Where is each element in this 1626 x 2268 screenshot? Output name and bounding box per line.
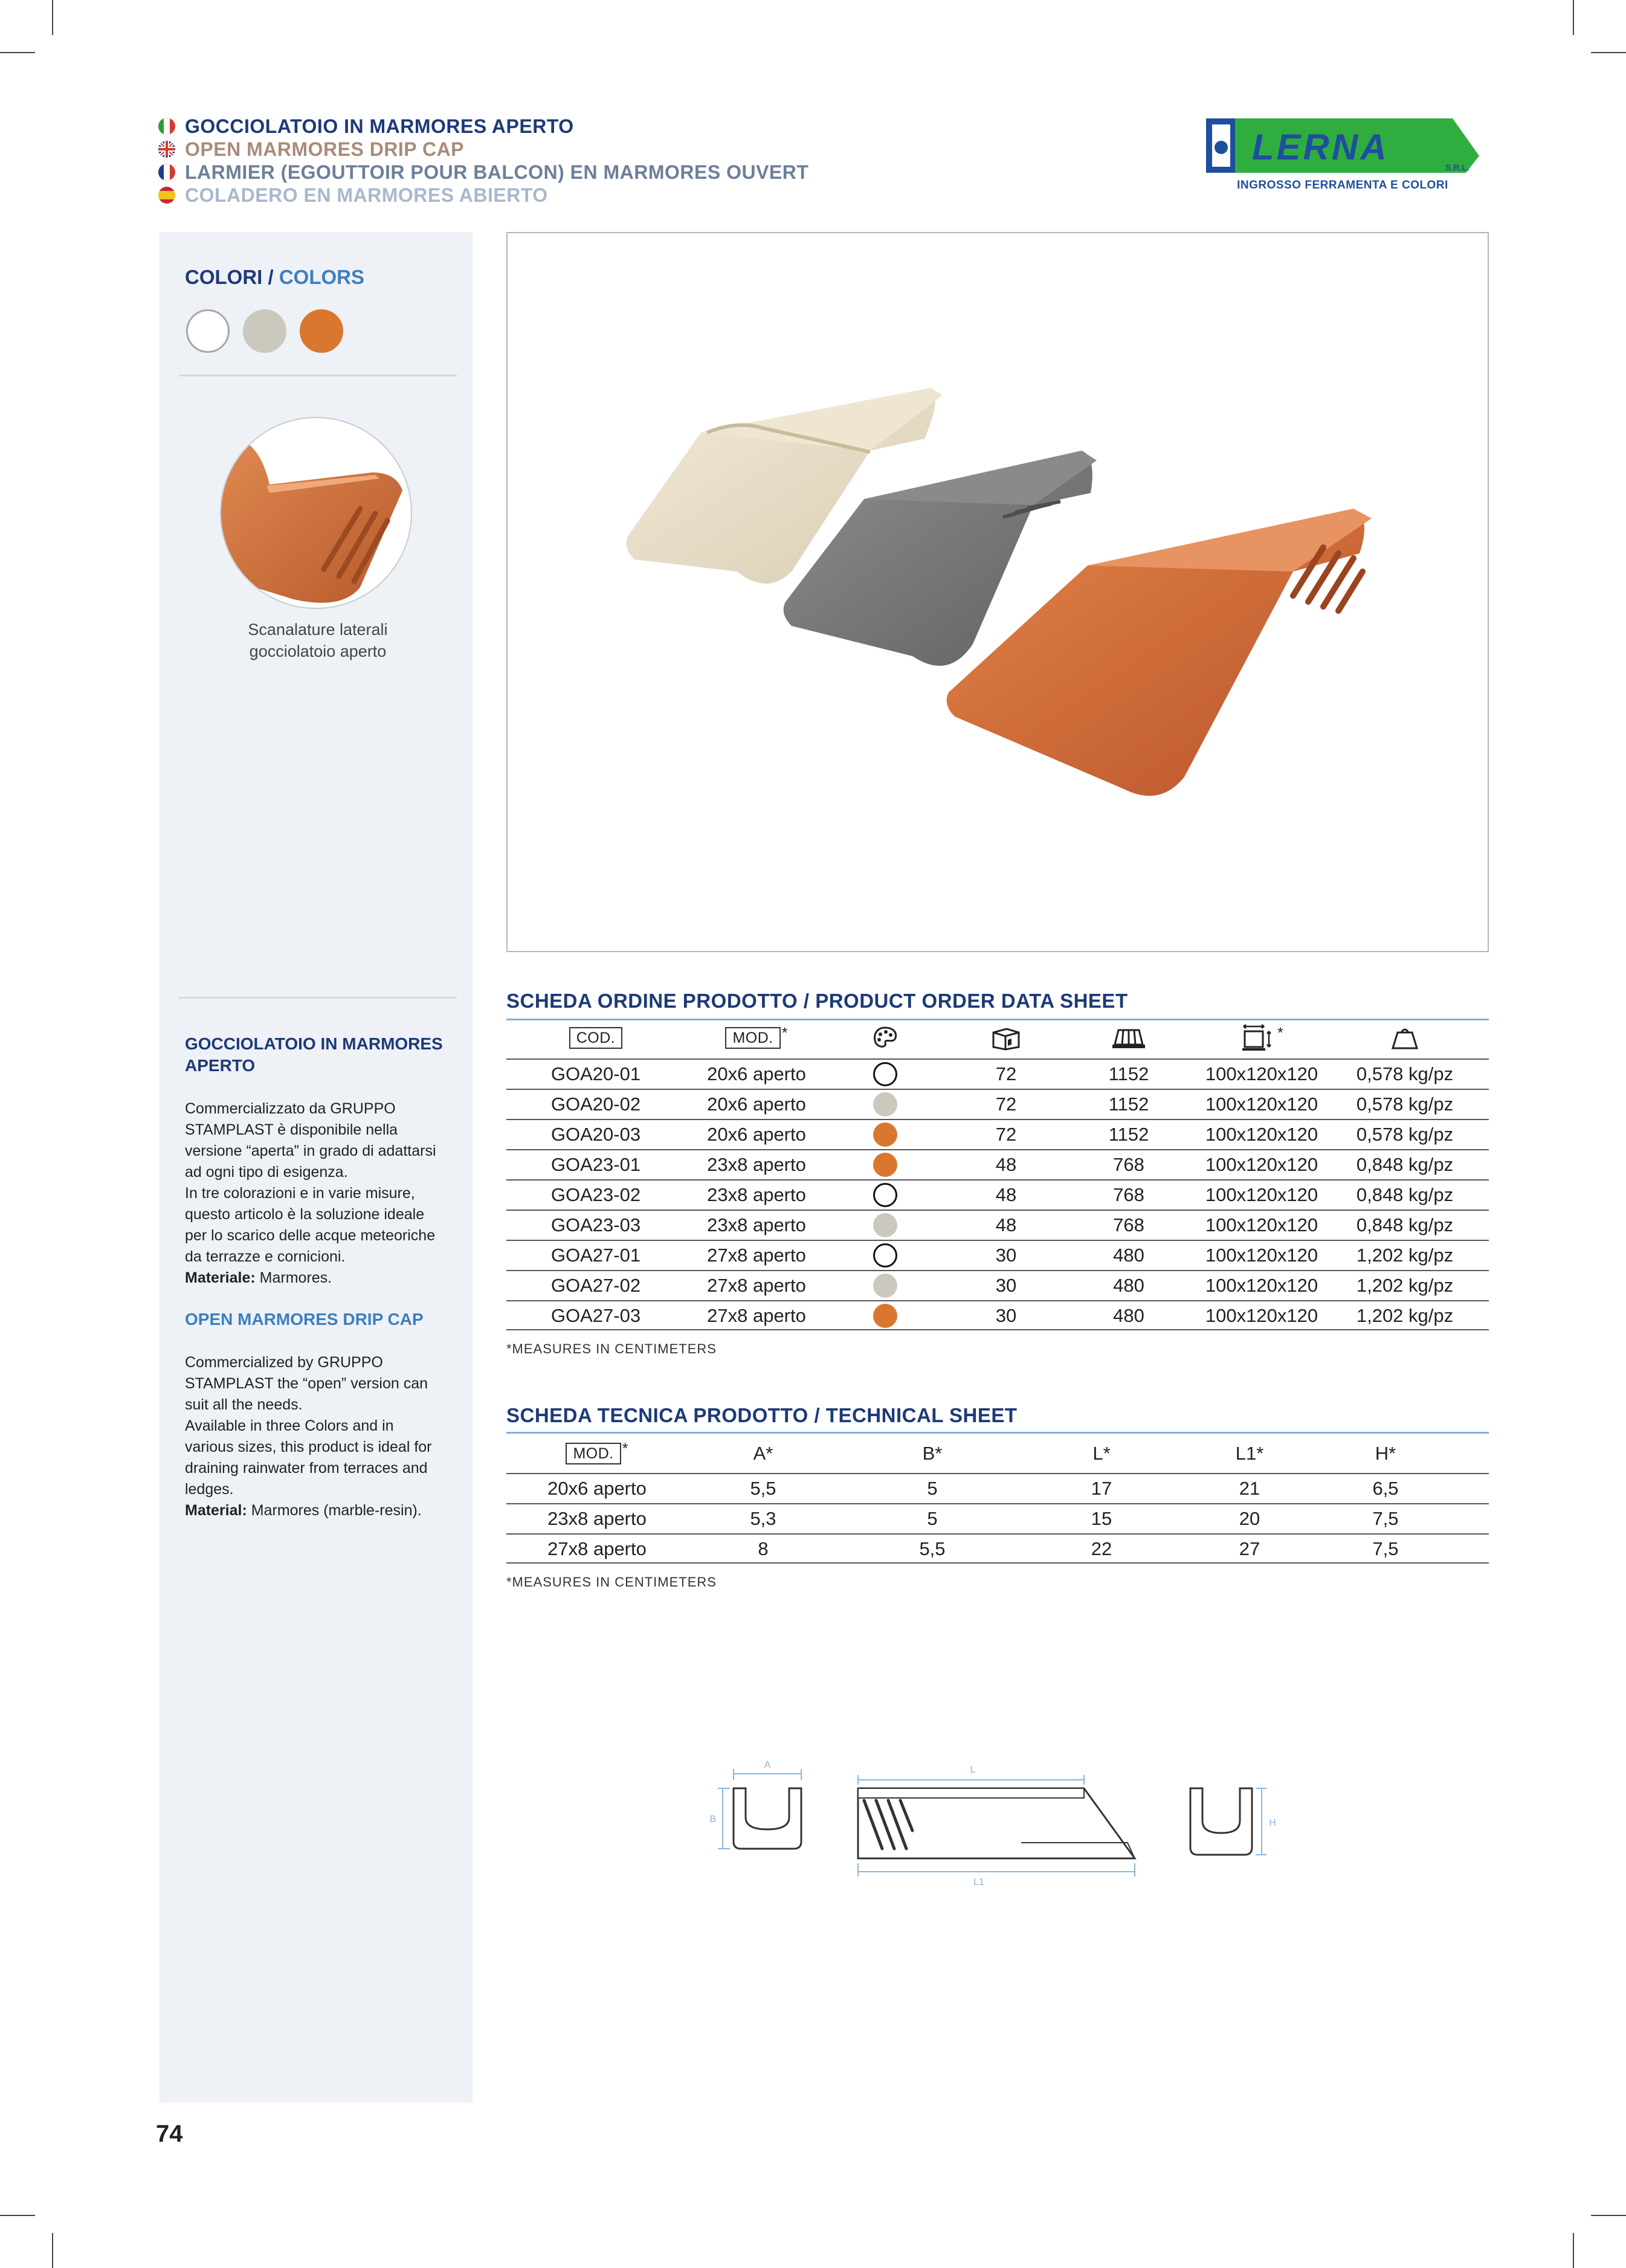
cell-mod: 20x6 aperto [547,1478,647,1499]
cell-pcs-pallet: 1152 [1108,1063,1149,1084]
cell-mod: 23x8 aperto [707,1154,806,1175]
table-row [506,1210,1489,1240]
order-sheet-note: *MEASURES IN CENTIMETERS [506,1341,717,1356]
italy-flag-icon [158,118,175,135]
order-sheet-rule [506,1019,1489,1020]
cell-pcs-pallet: 480 [1113,1305,1144,1326]
spain-flag-icon [158,187,175,204]
cell-l1: 27 [1239,1538,1260,1559]
description-line: STAMPLAST the “open” version can [185,1375,428,1392]
cell-l1: 21 [1239,1478,1260,1499]
material-value: Marmores (marble-resin). [247,1502,422,1519]
order-sheet-title: SCHEDA ORDINE PRODOTTO / PRODUCT ORDER DATA SHEET [506,990,1128,1012]
cell-mod: 20x6 aperto [707,1094,806,1115]
sidebar-divider [179,375,457,376]
cell-h: 6,5 [1372,1478,1399,1499]
detail-caption-line: Scanalature laterali [248,620,388,639]
crop-mark [1573,0,1574,35]
palette-icon [872,1026,898,1050]
title-french [158,161,808,184]
dim-label-h: H [1269,1818,1276,1828]
color-dot-grey [873,1092,897,1116]
title-italian [158,115,808,138]
cell-l1: 20 [1239,1508,1260,1529]
title-text: OPEN MARMORES DRIP CAP [185,138,465,160]
cell-pcs-pallet: 768 [1113,1214,1144,1235]
color-swatches [186,309,343,353]
table-row [506,1149,1489,1179]
cell-mod: 20x6 aperto [707,1124,806,1145]
box-pieces-icon [990,1025,1022,1051]
crop-mark [52,2233,53,2268]
tech-header-b: B* [922,1443,943,1464]
header-star: * [1277,1025,1283,1042]
cell-pcs-box: 30 [995,1305,1017,1326]
cell-pcs-box: 72 [995,1124,1017,1145]
description-it-title: GOCCIOLATOIO IN MARMORES APERTO [185,1034,443,1075]
description-line: various sizes, this product is ideal for [185,1438,432,1455]
cell-weight: 0,578 kg/pz [1356,1063,1454,1084]
cell-pcs-box: 48 [995,1154,1017,1175]
cell-cod: GOA27-02 [550,1275,641,1296]
cell-l: 15 [1091,1508,1112,1529]
crop-mark [1573,2233,1574,2268]
description-line: ledges. [185,1481,234,1498]
detail-caption-line: gocciolatoio aperto [249,642,387,660]
cell-color [828,1241,943,1270]
front-view-h [1190,1788,1276,1855]
cell-weight: 0,578 kg/pz [1356,1094,1454,1115]
table-row [506,1089,1489,1119]
cell-h: 7,5 [1372,1538,1399,1559]
cell-color [828,1150,943,1179]
title-text: COLADERO EN MARMORES ABIERTO [185,184,548,206]
cell-mod: 23x8 aperto [707,1184,806,1205]
cell-pcs-pallet: 768 [1113,1184,1144,1205]
swatch-orange [300,309,343,353]
logo-wordmark: LERNA [1252,127,1389,167]
cell-cod: GOA20-03 [550,1124,641,1145]
pallet-icon [1111,1026,1146,1049]
cell-b: 5,5 [919,1538,946,1559]
header-pieces-box [943,1023,1069,1052]
header-pieces-pallet [1069,1023,1188,1052]
table-row [506,1058,1489,1089]
cell-pcs-box: 30 [995,1275,1017,1296]
cell-weight: 1,202 kg/pz [1356,1275,1454,1296]
description-line: In tre colorazioni e in varie misure, [185,1185,415,1202]
cell-color [828,1120,943,1149]
title-text: GOCCIOLATOIO IN MARMORES APERTO [185,115,574,137]
dim-label-a: A [764,1760,771,1770]
header-star: * [622,1440,628,1457]
product-photo-frame [506,232,1489,952]
cell-color [828,1090,943,1119]
description-line: da terrazze e cornicioni. [185,1248,346,1265]
table-row [506,1300,1489,1330]
cell-cod: GOA23-02 [550,1184,641,1205]
cell-pallet-dim: 100x120x120 [1205,1124,1318,1145]
cell-a: 5,3 [750,1508,776,1529]
crop-mark [1591,52,1626,53]
cell-pcs-pallet: 1152 [1108,1124,1149,1145]
page-number: 74 [156,2121,183,2147]
tech-header-mod [506,1439,688,1468]
cell-pcs-box: 72 [995,1063,1017,1084]
color-dot-white [873,1062,897,1086]
swatch-white [186,309,230,353]
color-dot-white [873,1243,897,1268]
description-line: versione “aperta” in grado di adattarsi [185,1142,436,1159]
colors-title-slash: / [262,266,279,288]
table-row [506,1179,1489,1210]
table-row [506,1240,1489,1270]
color-dot-orange [873,1304,897,1328]
order-table-header [506,1023,1489,1052]
cell-pallet-dim: 100x120x120 [1205,1184,1318,1205]
tech-sheet-title: SCHEDA TECNICA PRODOTTO / TECHNICAL SHEET [506,1404,1018,1426]
cell-l: 17 [1091,1478,1112,1499]
uk-flag-icon [158,141,175,158]
description-line: suit all the needs. [185,1396,303,1413]
table-row [506,1119,1489,1149]
cell-weight: 0,578 kg/pz [1356,1124,1454,1145]
cell-pcs-box: 48 [995,1214,1017,1235]
description-line: ad ogni tipo di esigenza. [185,1164,348,1181]
cell-mod: 23x8 aperto [707,1214,806,1235]
cell-pcs-box: 30 [995,1245,1017,1266]
cell-a: 8 [758,1538,769,1559]
cell-color [828,1060,943,1089]
description-material [185,1268,457,1289]
description-line: Available in three Colors and in [185,1417,394,1434]
cell-l: 22 [1091,1538,1112,1559]
cell-pcs-pallet: 1152 [1108,1094,1149,1115]
description-en-title: OPEN MARMORES DRIP CAP [185,1310,424,1329]
cell-color [828,1271,943,1300]
tech-header-l1: L1* [1235,1443,1264,1464]
cell-mod: 20x6 aperto [707,1063,806,1084]
cell-mod: 27x8 aperto [707,1245,806,1266]
tech-table-header [506,1439,1489,1468]
swatch-grey [243,309,286,353]
cell-pallet-dim: 100x120x120 [1205,1214,1318,1235]
header-mod [685,1023,828,1052]
title-english [158,138,808,161]
cell-pallet-dim: 100x120x120 [1205,1275,1318,1296]
table-row [506,1503,1489,1533]
cell-weight: 0,848 kg/pz [1356,1154,1454,1175]
dim-label-l: L [970,1765,976,1775]
cell-mod: 27x8 aperto [707,1305,806,1326]
cell-color [828,1181,943,1210]
crop-mark [0,2215,35,2216]
product-photo [508,233,1488,951]
tech-sheet-note: *MEASURES IN CENTIMETERS [506,1574,717,1590]
description-line: STAMPLAST è disponibile nella [185,1121,398,1138]
tech-header-l: L* [1092,1443,1111,1464]
color-dot-orange [873,1123,897,1147]
detail-caption [179,619,457,662]
france-flag-icon [158,164,175,181]
sidebar-divider [179,997,457,999]
weight-icon [1389,1025,1421,1051]
cell-pallet-dim: 100x120x120 [1205,1305,1318,1326]
color-dot-grey [873,1213,897,1237]
pallet-dimensions-icon [1240,1024,1276,1052]
crop-mark [52,0,53,35]
cell-pallet-dim: 100x120x120 [1205,1063,1318,1084]
cell-color [828,1211,943,1240]
header-mod-label: MOD. [725,1027,780,1049]
material-value: Marmores. [255,1269,332,1286]
material-label: Material: [185,1502,247,1519]
cell-pcs-box: 72 [995,1094,1017,1115]
colors-title-en: COLORS [279,266,365,288]
tech-sheet-rule [506,1432,1489,1434]
cell-pallet-dim: 100x120x120 [1205,1154,1318,1175]
description-en [185,1352,457,1521]
header-pallet-dimensions [1188,1023,1335,1052]
description-line: questo articolo è la soluzione ideale [185,1206,425,1223]
cell-cod: GOA20-02 [550,1094,641,1115]
description-line: draining rainwater from terraces and [185,1460,428,1477]
table-row [506,1473,1489,1503]
cell-cod: GOA23-03 [550,1214,641,1235]
cell-pcs-box: 48 [995,1184,1017,1205]
cell-b: 5 [927,1478,938,1499]
cell-pcs-pallet: 480 [1113,1245,1144,1266]
cell-cod: GOA23-01 [550,1154,641,1175]
cell-pcs-pallet: 768 [1113,1154,1144,1175]
table-row [506,1533,1489,1564]
cell-weight: 1,202 kg/pz [1356,1305,1454,1326]
cell-cod: GOA27-03 [550,1305,641,1326]
detail-image [220,417,412,609]
color-dot-grey [873,1274,897,1298]
colors-title-it: COLORI [185,266,263,288]
description-line: Commercialized by GRUPPO [185,1354,383,1371]
crop-mark [0,52,35,53]
cell-pallet-dim: 100x120x120 [1205,1245,1318,1266]
title-text: LARMIER (EGOUTTOIR POUR BALCON) EN MARMORES OUVERT [185,161,809,183]
description-line: Commercializzato da GRUPPO [185,1100,396,1117]
cell-mod: 27x8 aperto [547,1538,647,1559]
cell-b: 5 [927,1508,938,1529]
title-spanish [158,184,808,207]
cell-pcs-pallet: 480 [1113,1275,1144,1296]
tech-header-a: A* [753,1443,773,1464]
color-dot-orange [873,1153,897,1177]
cell-weight: 1,202 kg/pz [1356,1245,1454,1266]
tech-header-h: H* [1375,1443,1396,1464]
logo-tagline: INGROSSO FERRAMENTA E COLORI [1237,179,1448,192]
front-view-a-b [710,1760,801,1849]
header-cod [506,1023,685,1052]
color-dot-white [873,1183,897,1207]
cell-a: 5,5 [750,1478,776,1499]
cell-pallet-dim: 100x120x120 [1205,1094,1318,1115]
crop-mark [1591,2215,1626,2216]
side-view-l-l1 [858,1765,1135,1887]
material-label: Materiale: [185,1269,256,1286]
cell-weight: 0,848 kg/pz [1356,1184,1454,1205]
cell-h: 7,5 [1372,1508,1399,1529]
description-it [185,1098,457,1289]
cell-mod: 27x8 aperto [707,1275,806,1296]
logo-suffix: S.R.L. [1445,163,1470,172]
cell-cod: GOA27-01 [550,1245,641,1266]
product-titles [158,115,808,207]
cell-color [828,1301,943,1330]
header-color [828,1023,943,1052]
cell-weight: 0,848 kg/pz [1356,1214,1454,1235]
description-material [185,1500,457,1521]
tech-header-mod-label: MOD. [566,1443,621,1464]
colors-title [185,266,364,289]
dim-label-b: B [709,1814,717,1825]
header-cod-label: COD. [569,1027,623,1049]
header-star: * [781,1025,788,1042]
table-row [506,1270,1489,1300]
dim-label-l1: L1 [973,1877,984,1887]
header-weight [1335,1023,1474,1052]
cell-mod: 23x8 aperto [547,1508,647,1529]
description-line: per lo scarico delle acque meteoriche [185,1227,436,1244]
technical-drawing [683,1740,1323,1897]
cell-cod: GOA20-01 [550,1063,641,1084]
